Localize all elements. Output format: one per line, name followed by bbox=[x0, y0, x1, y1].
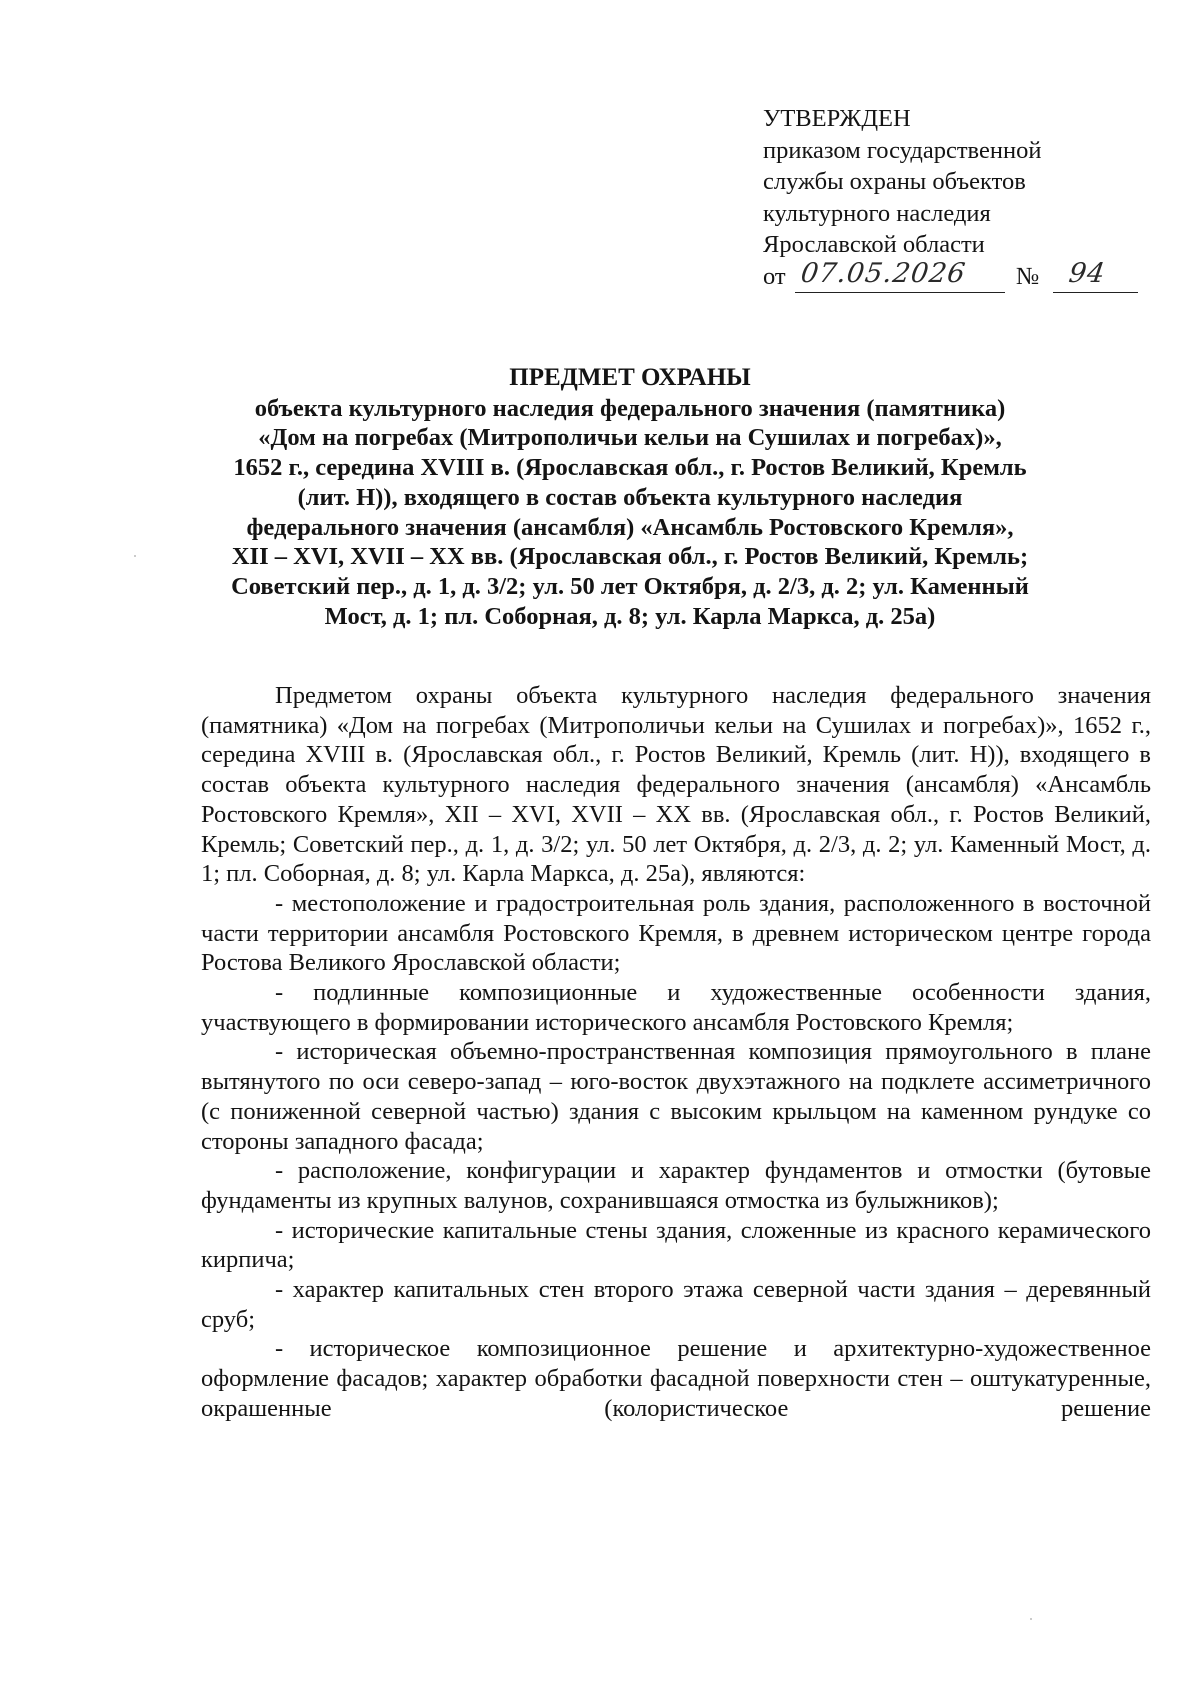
scan-speck bbox=[1030, 1618, 1032, 1620]
title-line: Советский пер., д. 1, д. 3/2; ул. 50 лет Октября, д. 2/3, д. 2; ул. Каменный bbox=[231, 572, 1029, 600]
scan-speck bbox=[134, 555, 136, 557]
title-heading: ПРЕДМЕТ ОХРАНЫ bbox=[509, 364, 751, 391]
body-paragraph: Предметом охраны объекта культурного наследия федерального значения (памятника) «Дом на погребах (Митрополичьи кельи на Сушилах и погребах)», 1652 г., середина XVIII в. (Ярославская обл., г. Ростов Великий, Кремль (лит. Н)), входящего в состав объекта культурного наследия федерального значения (ансамбля) «Ансамбль Ростовского Кремля», XII – XVI, XVII – XX вв. (Ярославская обл., г. Ростов Великий, Кремль; Советский пер., д. 1, д. 3/2; ул. 50 лет Октября, д. 2/3, д. 2; ул. Каменный Мост, д. 1; пл. Соборная, д. 8; ул. Карла Маркса, д. 25а), являются: bbox=[201, 682, 1151, 888]
approval-heading: УТВЕРЖДЕН bbox=[763, 105, 911, 132]
document-title bbox=[180, 363, 1080, 631]
document-body bbox=[201, 681, 1151, 1424]
number-prefix: № bbox=[1016, 262, 1040, 290]
order-number-field bbox=[1053, 258, 1138, 293]
list-item: - подлинные композиционные и художественные особенности здания, участвующего в формировании исторического ансамбля Ростовского Кремля; bbox=[201, 979, 1151, 1036]
list-item: - расположение, конфигурации и характер фундаментов и отмостки (бутовые фундаменты из крупных валунов, сохранившаяся отмостка из булыжников); bbox=[201, 1157, 1151, 1214]
title-line: «Дом на погребах (Митрополичьи кельи на Сушилах и погребах)», bbox=[258, 424, 1002, 452]
title-line: Мост, д. 1; пл. Соборная, д. 8; ул. Карла Маркса, д. 25а) bbox=[324, 602, 936, 630]
title-line: XII – XVI, XVII – XX вв. (Ярославская обл., г. Ростов Великий, Кремль; bbox=[231, 543, 1029, 571]
approval-line: Ярославской области bbox=[763, 231, 985, 258]
approval-line: культурного наследия bbox=[763, 199, 991, 227]
approval-line: службы охраны объектов bbox=[763, 168, 1026, 195]
handwritten-date: 07.05.2026 bbox=[798, 258, 968, 289]
list-item: - исторические капитальные стены здания, сложенные из красного керамического кирпича; bbox=[201, 1216, 1151, 1274]
title-line: 1652 г., середина XVIII в. (Ярославская обл., г. Ростов Великий, Кремль bbox=[233, 454, 1027, 482]
approval-line: приказом государственной bbox=[763, 136, 1042, 164]
order-date-field bbox=[795, 258, 1005, 293]
order-date-line bbox=[763, 258, 1143, 295]
list-item: - историческая объемно-пространственная композиция прямоугольного в плане вытянутого по оси северо-запад – юго-восток двухэтажного на подклете ассиметричного (с пониженной северной частью) здания с высоким крыльцом на каменном рундуке со стороны западного фасада; bbox=[201, 1038, 1151, 1155]
title-line: федерального значения (ансамбля) «Ансамбль Ростовского Кремля», bbox=[246, 513, 1014, 541]
approval-block bbox=[763, 103, 1143, 295]
handwritten-number: 94 bbox=[1066, 258, 1108, 289]
title-line: объекта культурного наследия федерального значения (памятника) bbox=[254, 394, 1006, 422]
title-line: (лит. Н)), входящего в состав объекта культурного наследия bbox=[297, 483, 963, 511]
date-prefix: от bbox=[763, 262, 786, 290]
list-item: - историческое композиционное решение и архитектурно-художественное оформление фасадов; характер обработки фасадной поверхности стен – оштукатуренные, окрашенные (колористическое решение bbox=[201, 1335, 1151, 1422]
list-item: - местоположение и градостроительная роль здания, расположенного в восточной части территории ансамбля Ростовского Кремля, в древнем историческом центре города Ростова Великого Ярославской области; bbox=[201, 889, 1151, 977]
list-item: - характер капитальных стен второго этажа северной части здания – деревянный сруб; bbox=[201, 1276, 1151, 1333]
